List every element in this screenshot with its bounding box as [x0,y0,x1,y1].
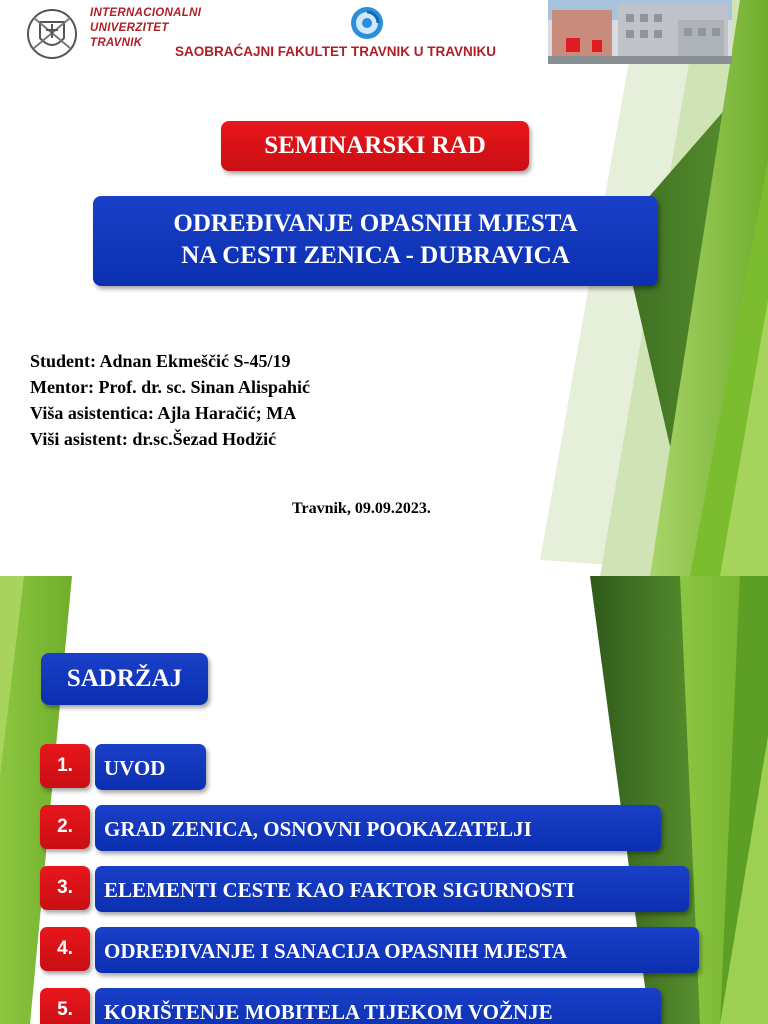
item-number-2: 2. [40,805,90,849]
contents-item-3[interactable]: ELEMENTI CESTE KAO FAKTOR SIGURNOSTI [95,866,689,912]
assistant-line: Viša asistentica: Ajla Haračić; MA [30,403,297,423]
contents-item-4[interactable]: ODREĐIVANJE I SANACIJA OPASNIH MJESTA [95,927,699,973]
university-crest-icon [26,8,78,60]
contents-item-1[interactable]: UVOD [95,744,206,790]
building-photo [548,0,732,64]
item-number-3: 3. [40,866,90,910]
roundabout-icon [350,6,384,40]
faculty-name: SAOBRAĆAJNI FAKULTET TRAVNIK U TRAVNIKU [175,44,496,59]
university-name-line-1: INTERNACIONALNI [90,7,202,19]
senior-assistant-line: Viši asistent: dr.sc.Šezad Hodžić [30,429,277,449]
subject-title-line-1: ODREĐIVANJE OPASNIH MJESTA [173,210,578,237]
authors-block [30,348,310,452]
document-type-title: SEMINARSKI RAD [221,121,529,171]
item-number-1: 1. [40,744,90,788]
contents-item-2[interactable]: GRAD ZENICA, OSNOVNI POOKAZATELJI [95,805,661,851]
student-line: Student: Adnan Ekmeščić S-45/19 [30,351,291,371]
subject-title-line-2: NA CESTI ZENICA - DUBRAVICA [181,242,570,269]
mentor-line: Mentor: Prof. dr. sc. Sinan Alispahić [30,377,311,397]
contents-item-5[interactable]: KORIŠTENJE MOBITELA TIJEKOM VOŽNJE [95,988,661,1024]
contents-title: SADRŽAJ [41,653,208,705]
university-name-line-3: TRAVNIK [90,37,143,49]
subject-title [93,196,658,286]
contents-slide [0,576,768,1024]
item-number-5: 5. [40,988,90,1024]
place-date: Travnik, 09.09.2023. [292,500,431,517]
university-name-line-2: UNIVERZITET [90,22,169,34]
item-number-4: 4. [40,927,90,971]
